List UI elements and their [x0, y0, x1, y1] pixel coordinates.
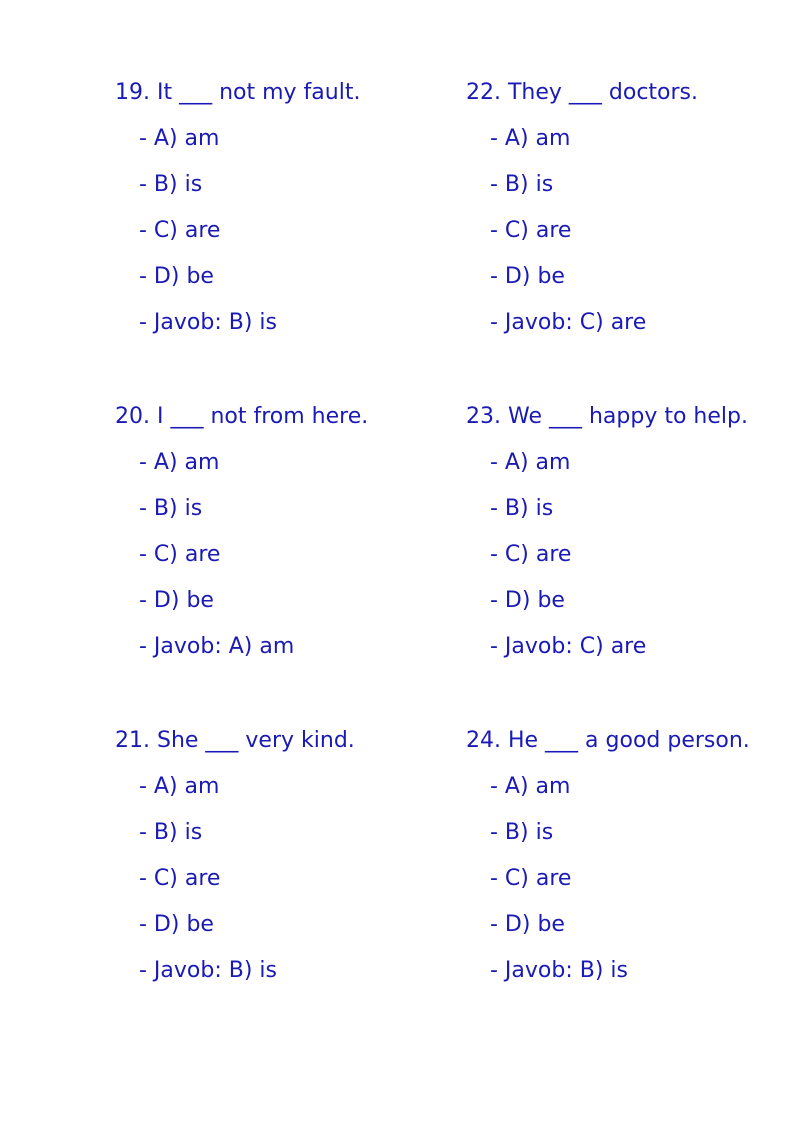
option-c: - C) are: [139, 542, 221, 567]
question-title: 22. They ___ doctors.: [466, 80, 699, 105]
option-c: - C) are: [490, 218, 572, 243]
option-d: - D) be: [139, 588, 214, 613]
option-b: - B) is: [490, 172, 554, 197]
question-title: 21. She ___ very kind.: [115, 728, 355, 753]
question-title: 19. It ___ not my fault.: [115, 80, 361, 105]
option-d: - D) be: [139, 264, 214, 289]
option-a: - A) am: [490, 126, 571, 151]
option-d: - D) be: [490, 264, 565, 289]
option-d: - D) be: [139, 912, 214, 937]
question-title: 23. We ___ happy to help.: [466, 404, 748, 429]
option-d: - D) be: [490, 912, 565, 937]
option-b: - B) is: [490, 820, 554, 845]
option-b: - B) is: [490, 496, 554, 521]
option-b: - B) is: [139, 820, 203, 845]
option-a: - A) am: [139, 774, 220, 799]
option-a: - A) am: [490, 450, 571, 475]
option-c: - C) are: [139, 866, 221, 891]
answer-line: - Javob: B) is: [139, 958, 277, 983]
answer-line: - Javob: C) are: [490, 310, 647, 335]
option-c: - C) are: [490, 866, 572, 891]
option-a: - A) am: [139, 450, 220, 475]
question-title: 20. I ___ not from here.: [115, 404, 369, 429]
answer-line: - Javob: C) are: [490, 634, 647, 659]
option-c: - C) are: [490, 542, 572, 567]
option-c: - C) are: [139, 218, 221, 243]
option-b: - B) is: [139, 172, 203, 197]
option-a: - A) am: [490, 774, 571, 799]
option-a: - A) am: [139, 126, 220, 151]
option-d: - D) be: [490, 588, 565, 613]
question-title: 24. He ___ a good person.: [466, 728, 750, 753]
answer-line: - Javob: B) is: [139, 310, 277, 335]
answer-line: - Javob: A) am: [139, 634, 295, 659]
answer-line: - Javob: B) is: [490, 958, 628, 983]
option-b: - B) is: [139, 496, 203, 521]
